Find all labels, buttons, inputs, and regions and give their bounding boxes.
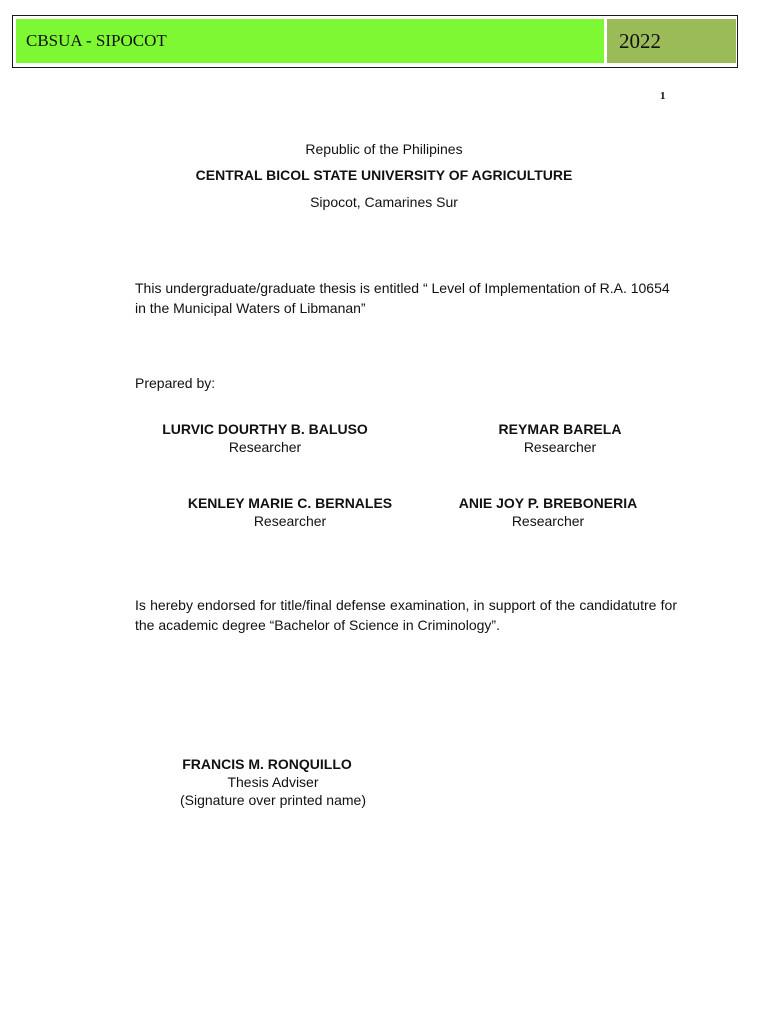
researcher-role: Researcher — [523, 439, 597, 455]
adviser-name: FRANCIS M. RONQUILLO — [182, 756, 352, 772]
researcher-signature — [460, 420, 660, 456]
researcher-signature — [150, 420, 380, 456]
endorsement-statement: Is hereby endorsed for title/final defense examination, in support of the candidatutre for the academic degree “Bachelor of Science in Criminology”. — [135, 597, 677, 633]
researcher-name: LURVIC DOURTHY B. BALUSO — [162, 421, 368, 437]
researcher-role: Researcher — [511, 513, 585, 529]
republic-line: Republic of the Philipines — [305, 141, 463, 157]
adviser-role: Thesis Adviser — [227, 774, 319, 790]
thesis-statement: This undergraduate/graduate thesis is entitled “ Level of Implementation of R.A. 10654 in the Municipal Waters of Libmanan” — [135, 280, 670, 316]
header-school-label: CBSUA - SIPOCOT — [16, 19, 604, 63]
researcher-role: Researcher — [228, 439, 302, 455]
prepared-by-label: Prepared by: — [135, 375, 216, 391]
adviser-signature-note: (Signature over printed name) — [180, 792, 366, 808]
researcher-role: Researcher — [253, 513, 327, 529]
researcher-name: ANIE JOY P. BREBONERIA — [458, 495, 638, 511]
adviser-signature — [158, 755, 388, 809]
header-year-label: 2022 — [607, 19, 736, 63]
page-header — [12, 15, 738, 68]
university-name: CENTRAL BICOL STATE UNIVERSITY OF AGRICULTURE — [195, 167, 573, 183]
university-location: Sipocot, Camarines Sur — [310, 194, 458, 210]
researcher-name: REYMAR BARELA — [498, 421, 622, 437]
researcher-signature — [433, 494, 663, 530]
page-number: 1 — [660, 90, 666, 102]
researcher-signature — [170, 494, 410, 530]
researcher-name: KENLEY MARIE C. BERNALES — [187, 495, 393, 511]
